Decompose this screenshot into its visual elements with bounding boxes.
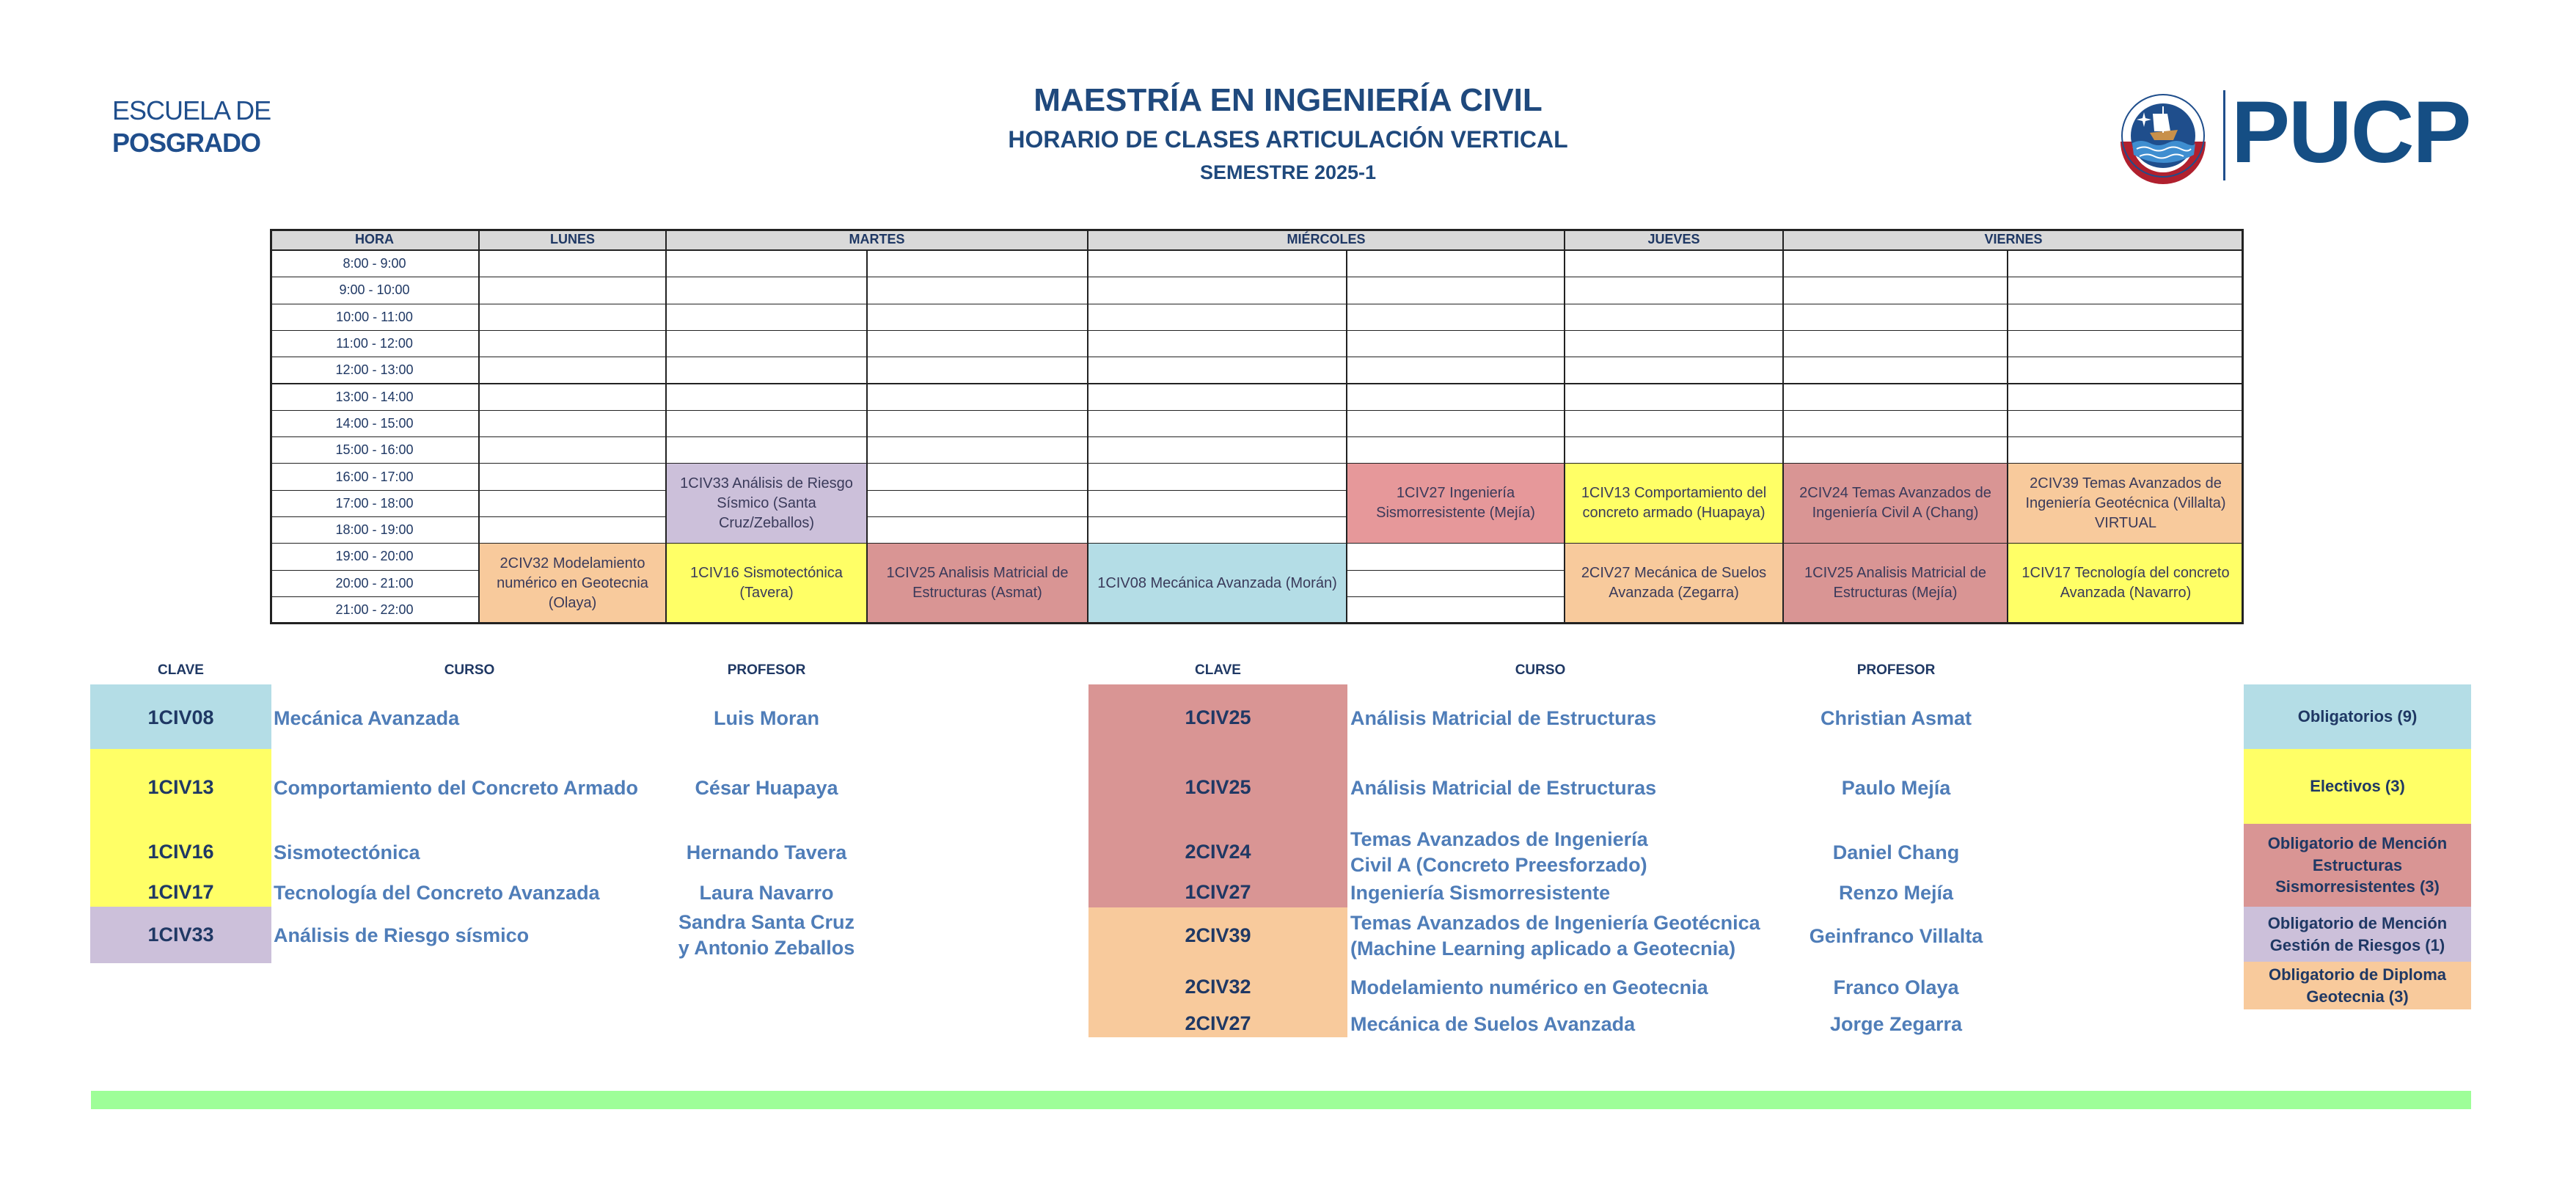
course-name: Temas Avanzados de Ingeniería Geotécnica (Machine Learning aplicado a Geotecnia) — [1350, 912, 1760, 960]
schedule-cell[interactable] — [2008, 330, 2244, 357]
schedule-block[interactable] — [1565, 463, 1783, 544]
course-name: Temas Avanzados de Ingeniería Civil A (Concreto Preesforzado) — [1350, 828, 1648, 877]
legend-item — [2244, 684, 2471, 749]
course-clave: 2CIV27 — [1185, 1012, 1251, 1034]
schedule-cell[interactable] — [1783, 357, 2008, 384]
block-label: 1CIV27 Ingeniería Sismorresistente (Mejía) — [1376, 485, 1535, 522]
schedule-block[interactable] — [666, 463, 867, 544]
day-separator — [665, 229, 667, 623]
schedule-cell[interactable] — [1783, 436, 2008, 464]
schedule-cell[interactable] — [1783, 277, 2008, 304]
schedule-cell[interactable] — [666, 384, 867, 411]
schedule-block[interactable] — [867, 543, 1088, 624]
page-subtitle: HORARIO DE CLASES ARTICULACIÓN VERTICAL — [1008, 126, 1568, 153]
day-separator — [1564, 229, 1565, 623]
schedule-cell[interactable] — [479, 490, 666, 517]
course-clave: 1CIV33 — [147, 924, 214, 946]
schedule-cell[interactable] — [1347, 250, 1565, 277]
hour-label: 9:00 - 10:00 — [270, 277, 479, 304]
schedule-cell[interactable] — [666, 330, 867, 357]
course-profesor: Renzo Mejía — [1838, 882, 1954, 904]
course-clave: 1CIV27 — [1185, 881, 1251, 903]
schedule-cell[interactable] — [2008, 410, 2244, 437]
block-label: 1CIV17 Tecnología del concreto Avanzada (Navarro) — [2021, 565, 2230, 602]
header-profesor: PROFESOR — [727, 662, 806, 678]
schedule-block[interactable] — [1783, 463, 2008, 544]
header-day: LUNES — [479, 229, 666, 250]
course-name: Análisis de Riesgo sísmico — [274, 924, 530, 946]
footer-bar — [91, 1091, 2471, 1109]
schedule-cell[interactable] — [666, 250, 867, 277]
course-name: Modelamiento numérico en Geotecnia — [1350, 976, 1708, 998]
hour-label: 12:00 - 13:00 — [270, 357, 479, 384]
schedule-cell[interactable] — [1347, 543, 1565, 570]
course-profesor: Daniel Chang — [1832, 841, 1960, 863]
legend-label: Obligatorio de Mención Estructuras Sismorresistentes (3) — [2267, 833, 2448, 896]
schedule-cell[interactable] — [479, 277, 666, 304]
block-label: 2CIV32 Modelamiento numérico en Geotecnia (Olaya) — [497, 555, 648, 611]
schedule-block[interactable] — [666, 543, 867, 624]
block-label: 1CIV33 Análisis de Riesgo Sísmico (Santa Cruz/Zeballos) — [680, 475, 853, 531]
schedule-block[interactable] — [1565, 543, 1783, 624]
schedule-cell[interactable] — [1088, 490, 1347, 517]
schedule-cell[interactable] — [479, 384, 666, 411]
course-name: Comportamiento del Concreto Armado — [274, 777, 639, 799]
schedule-cell[interactable] — [1088, 277, 1347, 304]
schedule-cell[interactable] — [1347, 436, 1565, 464]
course-name: Tecnología del Concreto Avanzada — [274, 882, 600, 904]
schedule-cell[interactable] — [479, 516, 666, 544]
course-clave: 1CIV25 — [1185, 776, 1251, 798]
block-label: 2CIV39 Temas Avanzados de Ingeniería Geotécnica (Villalta) VIRTUAL — [2025, 475, 2226, 531]
course-clave: 2CIV32 — [1185, 976, 1251, 998]
schedule-cell[interactable] — [2008, 277, 2244, 304]
hour-label: 13:00 - 14:00 — [270, 384, 479, 411]
hour-label: 16:00 - 17:00 — [270, 463, 479, 490]
schedule-cell[interactable] — [479, 410, 666, 437]
header-curso: CURSO — [444, 662, 495, 678]
schedule-cell[interactable] — [1088, 250, 1347, 277]
schedule-cell[interactable] — [1783, 330, 2008, 357]
schedule-cell[interactable] — [867, 436, 1088, 464]
block-label: 1CIV16 Sismotectónica (Tavera) — [690, 565, 843, 602]
block-label: 2CIV24 Temas Avanzados de Ingeniería Civil A (Chang) — [1799, 485, 1991, 522]
block-label: 1CIV08 Mecánica Avanzada (Morán) — [1097, 574, 1337, 591]
schedule-block[interactable] — [2008, 463, 2244, 544]
schedule-cell[interactable] — [2008, 304, 2244, 331]
schedule-cell[interactable] — [867, 410, 1088, 437]
schedule-cell[interactable] — [1088, 436, 1347, 464]
header-day: VIERNES — [1783, 229, 2244, 250]
schedule-cell[interactable] — [479, 330, 666, 357]
header-hora: HORA — [270, 229, 479, 250]
semester-label: SEMESTRE 2025-1 — [1199, 161, 1377, 183]
hour-label: 20:00 - 21:00 — [270, 570, 479, 597]
schedule-cell[interactable] — [1347, 304, 1565, 331]
schedule-cell[interactable] — [1347, 330, 1565, 357]
course-profesor: Hernando Tavera — [686, 841, 847, 863]
logo-divider — [2223, 90, 2225, 180]
schedule-cell[interactable] — [1565, 384, 1783, 411]
course-profesor: Geinfranco Villalta — [1809, 925, 1983, 947]
course-profesor: Franco Olaya — [1833, 976, 1959, 998]
schedule-cell[interactable] — [1347, 410, 1565, 437]
header-day: MIÉRCOLES — [1088, 229, 1565, 250]
schedule-cell[interactable] — [1783, 250, 2008, 277]
header-clave: CLAVE — [158, 662, 204, 678]
header-clave: CLAVE — [1195, 662, 1241, 678]
schedule-cell[interactable] — [867, 490, 1088, 517]
legend-item — [2244, 824, 2471, 907]
day-separator — [1087, 229, 1088, 623]
course-profesor: Laura Navarro — [699, 882, 834, 904]
schedule-block[interactable] — [2008, 543, 2244, 624]
header-day: MARTES — [666, 229, 1088, 250]
schedule-cell[interactable] — [1347, 596, 1565, 624]
schedule-cell[interactable] — [479, 436, 666, 464]
course-clave: 1CIV17 — [147, 881, 214, 903]
day-separator — [478, 229, 480, 623]
schedule-cell[interactable] — [1565, 410, 1783, 437]
schedule-cell[interactable] — [1088, 330, 1347, 357]
schedule-cell[interactable] — [1347, 570, 1565, 597]
schedule-cell[interactable] — [867, 516, 1088, 544]
schedule-cell[interactable] — [479, 250, 666, 277]
pucp-seal-icon — [2112, 84, 2214, 187]
schedule-cell[interactable] — [1565, 250, 1783, 277]
page-title: MAESTRÍA EN INGENIERÍA CIVIL — [1033, 82, 1543, 118]
legend-label: Obligatorio de Diploma Geotecnia (3) — [2268, 965, 2446, 1006]
schedule-block[interactable] — [1347, 463, 1565, 544]
hour-label: 10:00 - 11:00 — [270, 304, 479, 331]
course-clave: 1CIV16 — [147, 841, 214, 863]
course-profesor: César Huapaya — [695, 777, 838, 799]
block-label: 1CIV13 Comportamiento del concreto armado (Huapaya) — [1581, 485, 1767, 522]
hour-label: 11:00 - 12:00 — [270, 330, 479, 357]
schedule-cell[interactable] — [666, 410, 867, 437]
schedule-cell[interactable] — [2008, 250, 2244, 277]
course-profesor: Jorge Zegarra — [1829, 1013, 1963, 1035]
pucp-logo-text: PUCP — [2231, 83, 2470, 181]
schedule-cell[interactable] — [867, 384, 1088, 411]
course-clave: 1CIV13 — [147, 776, 214, 798]
schedule-cell[interactable] — [479, 357, 666, 384]
legend-label: Obligatorios (9) — [2297, 707, 2418, 726]
legend-item — [2244, 749, 2471, 824]
schedule-cell[interactable] — [479, 304, 666, 331]
hour-label: 15:00 - 16:00 — [270, 436, 479, 464]
schedule-cell[interactable] — [1783, 384, 2008, 411]
schedule-cell[interactable] — [2008, 436, 2244, 464]
course-profesor: Christian Asmat — [1820, 707, 1972, 729]
hour-label: 18:00 - 19:00 — [270, 516, 479, 544]
schedule-cell[interactable] — [666, 436, 867, 464]
schedule-cell[interactable] — [1565, 330, 1783, 357]
schedule-cell[interactable] — [1088, 304, 1347, 331]
schedule-cell[interactable] — [1565, 277, 1783, 304]
schedule-cell[interactable] — [867, 330, 1088, 357]
schedule-cell[interactable] — [1565, 304, 1783, 331]
course-profesor: Luis Moran — [713, 707, 819, 729]
schedule-cell[interactable] — [2008, 384, 2244, 411]
schedule-cell[interactable] — [1347, 357, 1565, 384]
schedule-cell[interactable] — [666, 277, 867, 304]
course-clave: 2CIV39 — [1185, 924, 1251, 946]
legend-item — [2244, 907, 2471, 962]
schedule-cell[interactable] — [1347, 384, 1565, 411]
schedule-cell[interactable] — [1088, 384, 1347, 411]
course-clave: 2CIV24 — [1185, 841, 1251, 863]
course-clave: 1CIV08 — [147, 706, 214, 728]
header-profesor: PROFESOR — [1856, 662, 1936, 678]
schedule-cell[interactable] — [867, 304, 1088, 331]
day-separator — [1782, 229, 1784, 623]
schedule-cell[interactable] — [1088, 516, 1347, 544]
course-profesor: Paulo Mejía — [1841, 777, 1951, 799]
schedule-cell[interactable] — [867, 357, 1088, 384]
header-curso: CURSO — [1515, 662, 1566, 678]
schedule-cell[interactable] — [1565, 436, 1783, 464]
hour-label: 8:00 - 9:00 — [270, 250, 479, 277]
schedule-cell[interactable] — [867, 463, 1088, 490]
course-name: Mecánica Avanzada — [274, 707, 460, 729]
schedule-cell[interactable] — [867, 250, 1088, 277]
course-name: Sismotectónica — [274, 841, 420, 863]
course-name: Ingeniería Sismorresistente — [1350, 882, 1611, 904]
schedule-cell[interactable] — [1347, 277, 1565, 304]
hour-label: 21:00 - 22:00 — [270, 596, 479, 624]
legend-label: Electivos (3) — [2310, 777, 2405, 796]
hour-label: 19:00 - 20:00 — [270, 543, 479, 570]
block-label: 1CIV25 Analisis Matricial de Estructuras (Mejía) — [1804, 565, 1986, 602]
schedule-cell[interactable] — [1783, 410, 2008, 437]
block-label: 2CIV27 Mecánica de Suelos Avanzada (Zegarra) — [1581, 565, 1767, 602]
school-name-line1: ESCUELA DE — [112, 95, 271, 125]
schedule-cell[interactable] — [666, 357, 867, 384]
schedule-cell[interactable] — [1565, 357, 1783, 384]
schedule-cell[interactable] — [867, 277, 1088, 304]
hour-label: 14:00 - 15:00 — [270, 410, 479, 437]
schedule-block[interactable] — [1088, 543, 1347, 624]
block-label: 1CIV25 Analisis Matricial de Estructuras (Asmat) — [886, 565, 1069, 602]
schedule-cell[interactable] — [2008, 357, 2244, 384]
schedule-cell[interactable] — [479, 463, 666, 490]
course-profesor: Sandra Santa Cruz y Antonio Zeballos — [678, 911, 855, 960]
course-name: Análisis Matricial de Estructuras — [1350, 707, 1657, 729]
course-name: Análisis Matricial de Estructuras — [1350, 777, 1657, 799]
course-name: Mecánica de Suelos Avanzada — [1350, 1013, 1636, 1035]
schedule-cell[interactable] — [1783, 304, 2008, 331]
schedule-cell[interactable] — [666, 304, 867, 331]
schedule-block[interactable] — [1783, 543, 2008, 624]
schedule-cell[interactable] — [1088, 357, 1347, 384]
schedule-block[interactable] — [479, 543, 666, 624]
course-clave: 1CIV25 — [1185, 706, 1251, 728]
header-day: JUEVES — [1565, 229, 1783, 250]
hour-label: 17:00 - 18:00 — [270, 490, 479, 517]
schedule-cell[interactable] — [1088, 410, 1347, 437]
school-name-line2: POSGRADO — [112, 128, 261, 158]
legend-item — [2244, 962, 2471, 1009]
schedule-cell[interactable] — [1088, 463, 1347, 490]
legend-label: Obligatorio de Mención Gestión de Riesgos (1) — [2267, 913, 2448, 954]
